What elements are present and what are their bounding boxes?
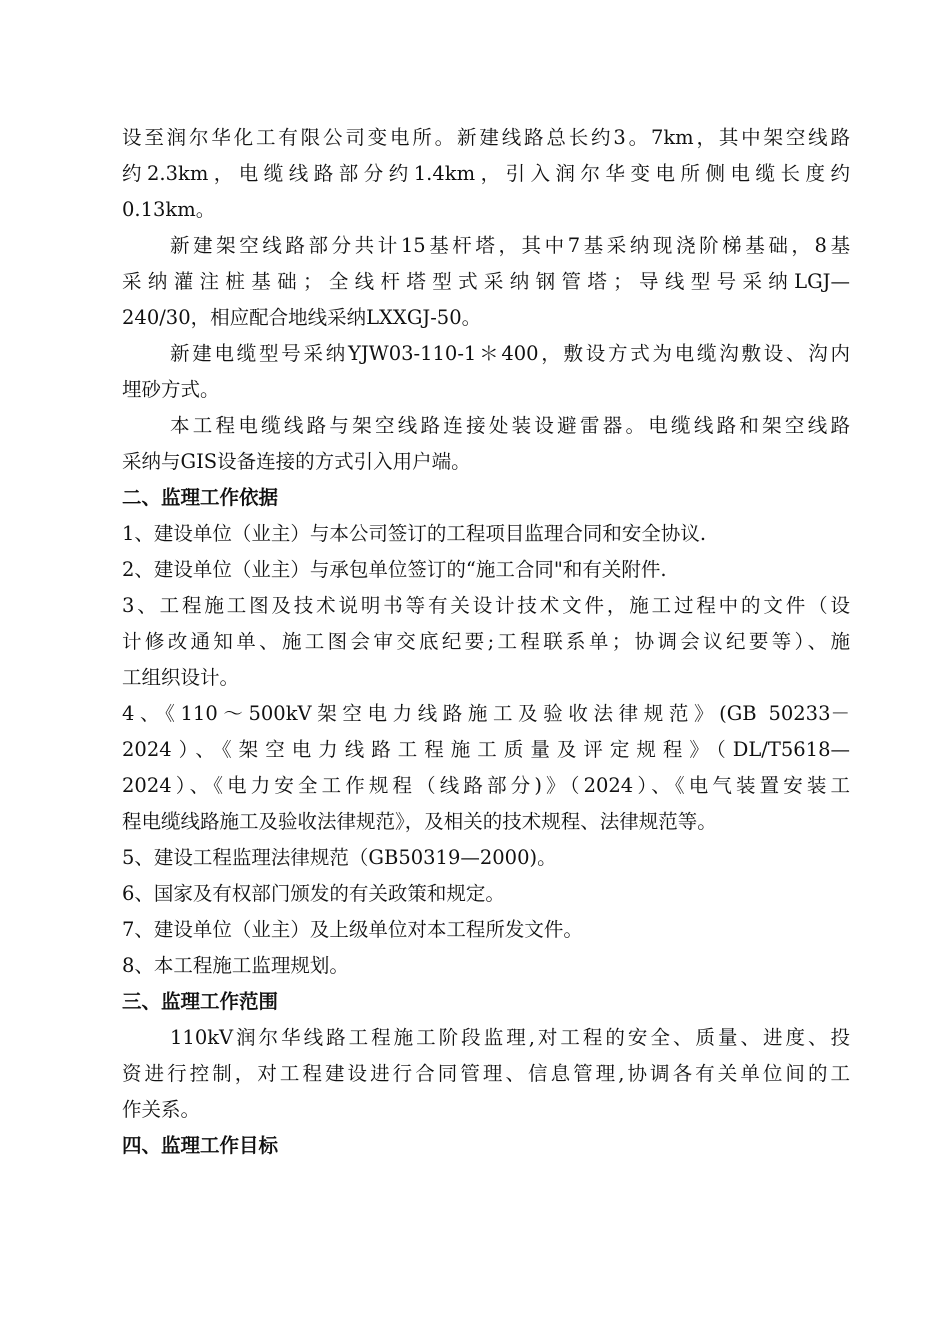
text-line: 程电缆线路施工及验收法律规范》，及相关的技术规程、法律规范等。 (122, 810, 717, 833)
list-item: 4、《110～500kV架空电力线路施工及验收法律规范》(GB 50233－ (122, 702, 850, 725)
text-line: 240/30，相应配合地线采纳LXXGJ-50。 (122, 306, 482, 329)
list-item: 7、建设单位（业主）及上级单位对本工程所发文件。 (122, 918, 583, 941)
list-item: 6、国家及有权部门颁发的有关政策和规定。 (122, 882, 505, 905)
text-line: 资进行控制，对工程建设进行合同管理、信息管理,协调各有关单位间的工 (122, 1062, 850, 1085)
section-heading: 二、监理工作依据 (122, 486, 279, 509)
list-item: 1、建设单位（业主）与本公司签订的工程项目监理合同和安全协议. (122, 522, 707, 545)
text-line: 计修改通知单、施工图会审交底纪要;工程联系单；协调会议纪要等）、施 (122, 630, 850, 653)
text-line: 采纳灌注桩基础；全线杆塔型式采纳钢管塔；导线型号采纳LGJ— (122, 270, 850, 293)
text-line: 设至润尔华化工有限公司变电所。新建线路总长约3。7km，其中架空线路 (122, 126, 850, 149)
list-item: 3、工程施工图及技术说明书等有关设计技术文件，施工过程中的文件（设 (122, 594, 850, 617)
text-line: 110kV润尔华线路工程施工阶段监理,对工程的安全、质量、进度、投 (170, 1026, 850, 1049)
list-item: 5、建设工程监理法律规范（GB50319—2000)。 (122, 846, 557, 869)
text-line: 作关系。 (122, 1098, 201, 1121)
list-item: 2、建设单位（业主）与承包单位签订的“施工合同"和有关附件. (122, 558, 667, 581)
text-line: 工组织设计。 (122, 666, 240, 689)
text-line: 2024）、《架空电力线路工程施工质量及评定规程》（DL/T5618— (122, 738, 850, 761)
text-line: 本工程电缆线路与架空线路连接处装设避雷器。电缆线路和架空线路 (170, 414, 850, 437)
text-line: 0.13km。 (122, 198, 216, 221)
section-heading: 三、监理工作范围 (122, 990, 279, 1013)
text-line: 采纳与GIS设备连接的方式引入用户端。 (122, 450, 471, 473)
text-line: 新建电缆型号采纳YJW03-110-1＊400，敷设方式为电缆沟敷设、沟内 (170, 342, 850, 365)
section-heading: 四、监理工作目标 (122, 1134, 279, 1157)
text-line: 约2.3km，电缆线路部分约1.4km，引入润尔华变电所侧电缆长度约 (122, 162, 850, 185)
text-line: 2024）、《电力安全工作规程（线路部分)》（2024）、《电气装置安装工 (122, 774, 850, 797)
text-line: 埋砂方式。 (122, 378, 220, 401)
text-line: 新建架空线路部分共计15基杆塔，其中7基采纳现浇阶梯基础，8基 (170, 234, 850, 257)
list-item: 8、本工程施工监理规划。 (122, 954, 349, 977)
